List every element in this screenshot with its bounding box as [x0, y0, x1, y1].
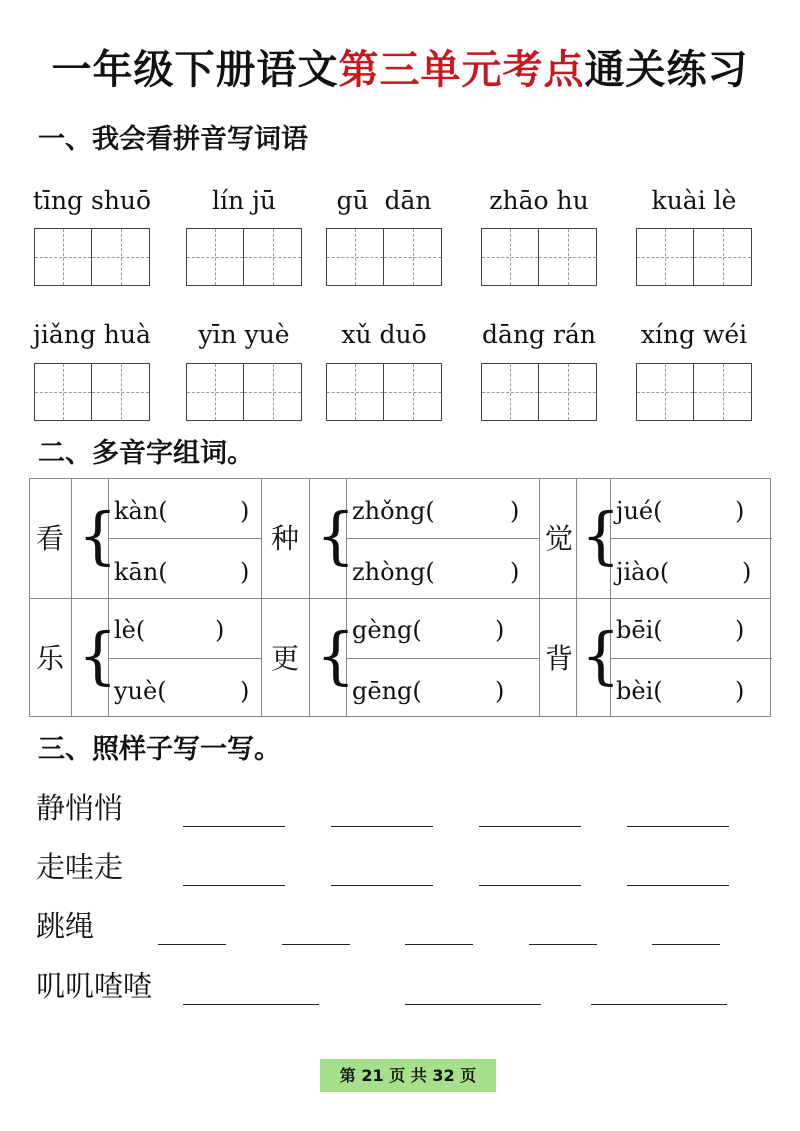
answer-line[interactable]: [479, 826, 581, 827]
brace-icon: {: [581, 619, 621, 692]
reading: jiào(: [616, 558, 670, 586]
writing-grid[interactable]: [186, 228, 302, 286]
pinyin-word-10: [636, 320, 752, 422]
answer-blank[interactable]: ): [735, 677, 745, 705]
reading: zhǒng(: [352, 497, 435, 525]
polyphone-char: 乐: [36, 642, 65, 675]
answer-blank[interactable]: ): [735, 616, 745, 644]
writing-grid[interactable]: [186, 363, 302, 421]
reading: lè(: [114, 616, 146, 644]
pinyin-word-3: [326, 186, 442, 288]
section1-heading: 一、我会看拼音写词语: [38, 124, 308, 155]
writing-grid[interactable]: [326, 228, 442, 286]
polyphone-char: 背: [545, 642, 574, 675]
answer-blank[interactable]: ): [735, 497, 745, 525]
writing-grid[interactable]: [34, 363, 150, 421]
reading: jué(: [616, 497, 663, 525]
section2-heading: 二、多音字组词。: [38, 438, 254, 469]
pinyin-label: tīng shuō: [32, 186, 152, 215]
answer-line[interactable]: [183, 1004, 319, 1005]
page-title: 一年级下册语文第三单元考点通关练习: [51, 47, 749, 93]
pinyin-label: xǔ duō: [341, 320, 427, 349]
answer-line[interactable]: [183, 885, 285, 886]
pinyin-word-7: [186, 320, 302, 422]
reading: zhòng(: [352, 558, 435, 586]
answer-line[interactable]: [591, 1004, 727, 1005]
writing-grid[interactable]: [636, 228, 752, 286]
pinyin-label: xíng wéi: [640, 320, 748, 349]
pinyin-word-9: [481, 320, 597, 422]
pinyin-word-1: [34, 186, 150, 288]
writing-grid[interactable]: [636, 363, 752, 421]
reading: yuè(: [114, 677, 167, 705]
answer-blank[interactable]: ): [240, 497, 250, 525]
reading: gēng(: [352, 677, 422, 705]
answer-blank[interactable]: ): [510, 558, 520, 586]
answer-line[interactable]: [652, 944, 720, 945]
answer-line[interactable]: [331, 826, 433, 827]
pinyin-label: jiǎng huà: [33, 320, 151, 349]
answer-line[interactable]: [529, 944, 597, 945]
reading: bēi(: [616, 616, 663, 644]
pinyin-label: kuài lè: [651, 186, 737, 215]
answer-blank[interactable]: ): [240, 558, 250, 586]
pinyin-label: dāng rán: [482, 320, 596, 349]
answer-line[interactable]: [479, 885, 581, 886]
answer-blank[interactable]: ): [495, 616, 505, 644]
answer-blank[interactable]: ): [742, 558, 752, 586]
answer-blank[interactable]: ): [240, 677, 250, 705]
answer-line[interactable]: [405, 944, 473, 945]
example-word: 跳绳: [36, 909, 95, 943]
answer-line[interactable]: [405, 1004, 541, 1005]
answer-line[interactable]: [627, 826, 729, 827]
polyphone-table: [29, 478, 771, 717]
section3-heading: 三、照样子写一写。: [38, 734, 281, 765]
answer-line[interactable]: [183, 826, 285, 827]
polyphone-char: 更: [271, 642, 300, 675]
brace-icon: {: [78, 499, 118, 572]
pinyin-label: gū dān: [336, 186, 432, 215]
writing-grid[interactable]: [481, 363, 597, 421]
polyphone-char: 觉: [545, 522, 574, 555]
example-word: 走哇走: [36, 850, 124, 884]
brace-icon: {: [581, 499, 621, 572]
reading: gèng(: [352, 616, 422, 644]
polyphone-char: 看: [36, 522, 65, 555]
pinyin-word-8: [326, 320, 442, 422]
writing-grid[interactable]: [34, 228, 150, 286]
pinyin-word-4: [481, 186, 597, 288]
pinyin-word-2: [186, 186, 302, 288]
reading: bèi(: [616, 677, 663, 705]
pinyin-label: lín jū: [212, 186, 276, 215]
brace-icon: {: [78, 619, 118, 692]
reading: kàn(: [114, 497, 168, 525]
writing-grid[interactable]: [481, 228, 597, 286]
example-word: 静悄悄: [36, 791, 124, 825]
answer-line[interactable]: [331, 885, 433, 886]
answer-line[interactable]: [158, 944, 226, 945]
writing-grid[interactable]: [326, 363, 442, 421]
answer-blank[interactable]: ): [495, 677, 505, 705]
answer-line[interactable]: [282, 944, 350, 945]
reading: kān(: [114, 558, 168, 586]
brace-icon: {: [316, 619, 356, 692]
answer-line[interactable]: [627, 885, 729, 886]
pinyin-label: zhāo hu: [489, 186, 589, 215]
polyphone-char: 种: [271, 522, 300, 555]
answer-blank[interactable]: ): [510, 497, 520, 525]
page-number: 第 21 页 共 32 页: [320, 1059, 496, 1092]
pinyin-label: yīn yuè: [198, 320, 290, 349]
answer-blank[interactable]: ): [215, 616, 225, 644]
brace-icon: {: [316, 499, 356, 572]
example-word: 叽叽喳喳: [36, 969, 153, 1003]
pinyin-word-6: [34, 320, 150, 422]
pinyin-word-5: [636, 186, 752, 288]
